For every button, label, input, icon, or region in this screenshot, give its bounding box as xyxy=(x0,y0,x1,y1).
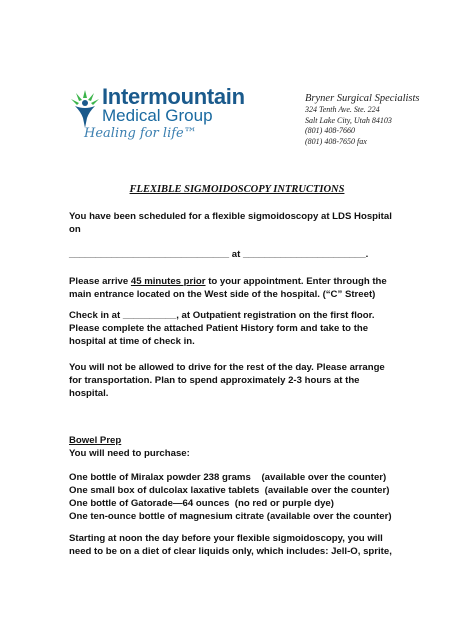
drive-line-2: for transportation. Plan to spend approximately 2-3 hours at the xyxy=(69,375,360,386)
purchase-item-4: One ten-ounce bottle of magnesium citrate (available over the counter) xyxy=(69,511,392,522)
purchase-list xyxy=(69,471,409,523)
brand-tagline: Healing for life™ xyxy=(84,126,197,141)
checkin-line-1 xyxy=(69,309,409,322)
arrive-line-2: main entrance located on the West side of the hospital. (“C” Street) xyxy=(69,289,376,300)
diet-paragraph xyxy=(69,532,409,558)
drive-line-3: hospital. xyxy=(69,388,109,399)
address-phone: (801) 408-7660 xyxy=(305,126,355,135)
practice-name: Bryner Surgical Specialists xyxy=(305,93,420,104)
arrive-emphasis: 45 minutes prior xyxy=(130,276,206,287)
intro-paragraph xyxy=(69,210,409,236)
arrive-pre: Please arrive xyxy=(69,276,131,287)
appointment-period: . xyxy=(365,249,369,260)
purchase-item-2: One small box of dulcolax laxative tablets (available over the counter) xyxy=(69,485,390,496)
at-label: at xyxy=(231,249,241,260)
appointment-line xyxy=(69,248,409,261)
date-blank: ______________________________ xyxy=(69,249,230,260)
address-fax: (801) 408-7650 fax xyxy=(305,136,367,146)
checkin-blank: __________ xyxy=(122,310,177,321)
address-city: Salt Lake City, Utah 84103 xyxy=(305,115,392,125)
brand-line-2: Medical Group xyxy=(102,106,213,125)
brand-line-1: Intermountain xyxy=(102,84,245,109)
drive-paragraph xyxy=(69,361,409,400)
intro-line-2: on xyxy=(69,224,81,235)
checkin-line-3: hospital at time of check in. xyxy=(69,336,195,347)
checkin-paragraph xyxy=(69,309,409,348)
diet-line-2: need to be on a diet of clear liquids only, which includes: Jell-O, sprite, xyxy=(69,546,392,557)
checkin-line-2: Please complete the attached Patient History form and take to the xyxy=(69,323,369,334)
intermountain-logo xyxy=(70,82,270,152)
purchase-item-3: One bottle of Gatorade—64 ounces (no red or purple dye) xyxy=(69,498,334,509)
bowel-prep-section xyxy=(69,434,409,460)
document-title: FLEXIBLE SIGMOIDOSCOPY INTRUCTIONS xyxy=(129,184,345,195)
time-blank: _______________________ xyxy=(242,249,366,260)
checkin-post: , at Outpatient registration on the first floor. xyxy=(176,310,375,321)
address-street: 324 Tenth Ave. Ste. 224 xyxy=(305,105,380,114)
drive-line-1: You will not be allowed to drive for the rest of the day. Please arrange xyxy=(69,362,385,373)
checkin-pre: Check in at xyxy=(69,310,123,321)
arrive-line-1 xyxy=(69,275,409,288)
address-block xyxy=(305,92,465,147)
arrive-paragraph xyxy=(69,275,409,301)
intro-line-1: You have been scheduled for a flexible sigmoidoscopy at LDS Hospital xyxy=(69,211,392,222)
arrive-post: to your appointment. Enter through the xyxy=(205,276,387,287)
bowel-prep-need: You will need to purchase: xyxy=(69,448,190,459)
purchase-item-1: One bottle of Miralax powder 238 grams (available over the counter) xyxy=(69,472,387,483)
diet-line-1: Starting at noon the day before your flexible sigmoidoscopy, you will xyxy=(69,533,383,544)
figure-logo-icon xyxy=(70,88,100,130)
bowel-prep-heading: Bowel Prep xyxy=(69,435,122,446)
